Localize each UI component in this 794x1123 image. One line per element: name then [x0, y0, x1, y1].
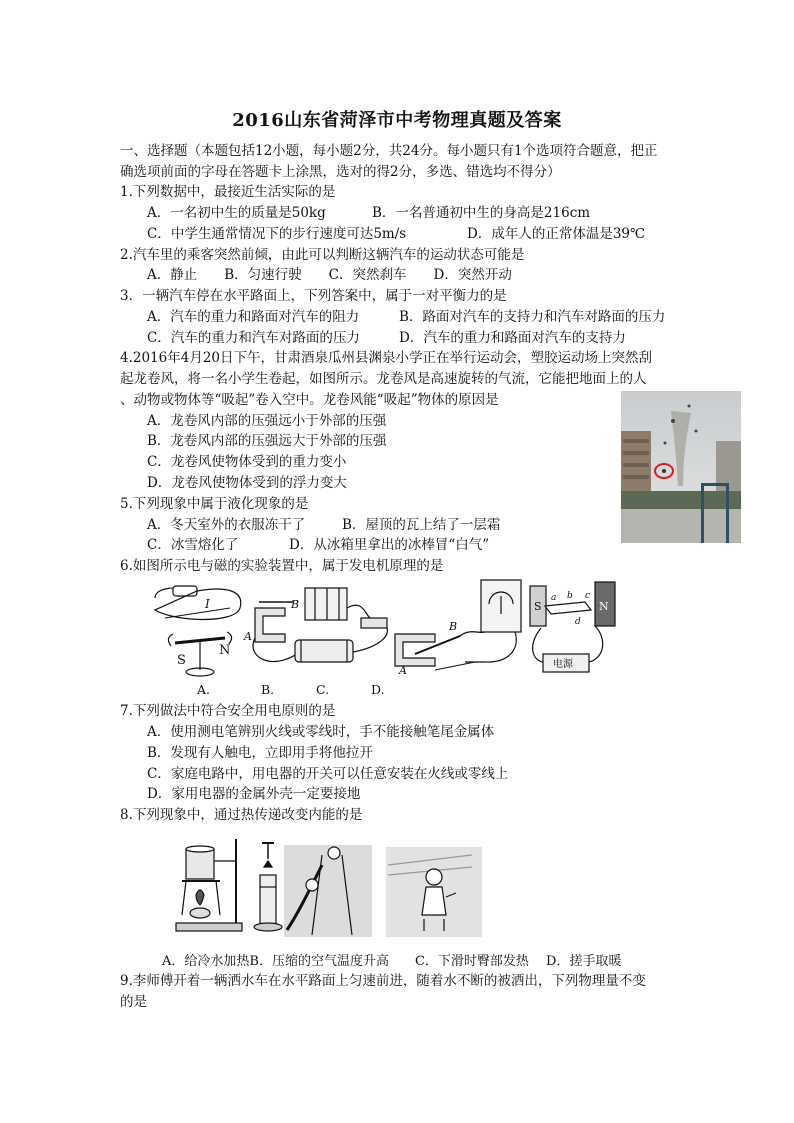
q6-caption-d: D. [371, 682, 385, 697]
q6-fig-label-abcd-b: b [567, 591, 573, 601]
q4-stem-line-1: 4.2016年4月20日下午，甘肃酒泉瓜州县渊泉小学正在举行运动会，塑胶运动场上突然刮 [120, 350, 653, 366]
q1-option-c: C．中学生通常情况下的步行速度可达5m/s [147, 226, 407, 242]
q6-fig-label-s2: S [534, 600, 542, 613]
q8-figure [172, 835, 484, 941]
q1-option-d: D．成年人的正常体温是39℃ [467, 226, 646, 242]
q5-option-c: C．冰雪熔化了 [147, 537, 239, 553]
q6-fig-label-a1: A [244, 630, 252, 643]
section-intro-line-1: 一、选择题（本题包括12小题，每小题2分，共24分。每小题只有1个选项符合题意，把正 [120, 143, 658, 159]
q8-figure-a [176, 839, 242, 931]
q3-option-c: C．汽车的重力和汽车对路面的压力 [147, 330, 360, 346]
q1-option-b: B．一名普通初中生的身高是216cm [372, 205, 591, 221]
q4-stem-line-3: 、动物或物体等“吸起”卷入空中。龙卷风能“吸起”物体的原因是 [120, 392, 499, 408]
section-intro-line-2: 确选项前面的字母在答题卡上涂黑，选对的得2分，多选、错选均不得分） [120, 164, 561, 180]
q6-figure-b [253, 588, 387, 662]
q2-stem: 2.汽车里的乘客突然前倾，由此可以判断这辆汽车的运动状态可能是 [120, 247, 525, 263]
q6-fig-label-power: 电源 [553, 659, 573, 670]
q6-figure-c [395, 580, 521, 670]
q1-stem: 1.下列数据中，最接近生活实际的是 [120, 184, 336, 200]
q6-fig-label-b2: B [449, 620, 458, 633]
q6-fig-label-n: N [219, 643, 231, 658]
tornado-photo [621, 391, 741, 543]
q7-option-d: D．家用电器的金属外壳一定要接地 [147, 786, 361, 802]
q6-fig-label-s: S [177, 653, 186, 668]
q5-option-a: A．冬天室外的衣服冻干了 [147, 517, 306, 533]
q8-stem: 8.下列现象中，通过热传递改变内能的是 [120, 807, 363, 823]
q5-option-d: D．从冰箱里拿出的冰棒冒“白气” [289, 537, 490, 553]
q4-stem-line-2: 起龙卷风，将一名小学生卷起，如图所示。龙卷风是高速旋转的气流，它能把地面上的人 [120, 371, 647, 387]
q6-fig-label-abcd-d: d [575, 617, 581, 627]
q6-fig-label-current: I [205, 597, 210, 611]
q3-option-d: D．汽车的重力和路面对汽车的支持力 [399, 330, 626, 346]
q7-stem: 7.下列做法中符合安全用电原则的是 [120, 703, 336, 719]
q9-stem-line-1: 9.李师傅开着一辆洒水车在水平路面上匀速前进，随着水不断的被洒出，下列物理量不变 [120, 973, 646, 989]
q3-stem: 3．一辆汽车停在水平路面上，下列答案中，属于一对平衡力的是 [120, 288, 507, 304]
q6-figure [145, 578, 625, 684]
q6-caption-c: C. [316, 682, 330, 697]
q4-option-c: C．龙卷风使物体受到的重力变小 [147, 454, 347, 470]
q5-option-b: B．屋顶的瓦上结了一层霜 [342, 517, 501, 533]
q4-option-b: B．龙卷风内部的压强远大于外部的压强 [147, 433, 387, 449]
q6-caption-a: A. [197, 682, 211, 697]
q7-option-b: B．发现有人触电，立即用手将他拉开 [147, 745, 373, 761]
q6-fig-label-a2: A [399, 664, 407, 677]
q2-options: A．静止 B．匀速行驶 C．突然刹车 D．突然开动 [147, 267, 512, 283]
q7-option-c: C．家庭电路中，用电器的开关可以任意安装在火线或零线上 [147, 766, 509, 782]
q3-option-a: A．汽车的重力和路面对汽车的阻力 [147, 309, 360, 325]
q1-option-a: A．一名初中生的质量是50kg [147, 205, 326, 221]
q7-option-a: A．使用测电笔辨别火线或零线时，手不能接触笔尾金属体 [147, 724, 495, 740]
q6-fig-label-b1: B [291, 598, 300, 611]
q8-figure-d [386, 847, 482, 937]
q6-caption-b: B. [261, 682, 275, 697]
q6-stem: 6.如图所示电与磁的实验装置中，属于发电机原理的是 [120, 558, 444, 574]
q5-stem: 5.下列现象中属于液化现象的是 [120, 496, 309, 512]
q8-figure-b [254, 843, 282, 931]
q6-figure-a [155, 586, 241, 676]
q6-fig-label-abcd-a: a [551, 593, 557, 603]
page-title: 2016山东省菏泽市中考物理真题及答案 [232, 110, 562, 131]
q6-fig-label-n2: N [599, 600, 609, 613]
q9-stem-line-2: 的是 [120, 994, 147, 1010]
q8-captions: A．给冷水加热B．压缩的空气温度升高 C．下滑时臀部发热 D．搓手取暖 [162, 954, 622, 969]
q3-option-b: B．路面对汽车的支持力和汽车对路面的压力 [399, 309, 666, 325]
q6-fig-label-abcd-c: c [585, 591, 591, 601]
q4-option-d: D．龙卷风使物体受到的浮力变大 [147, 475, 347, 491]
q8-figure-c [284, 845, 372, 937]
q4-option-a: A．龙卷风内部的压强远小于外部的压强 [147, 413, 387, 429]
